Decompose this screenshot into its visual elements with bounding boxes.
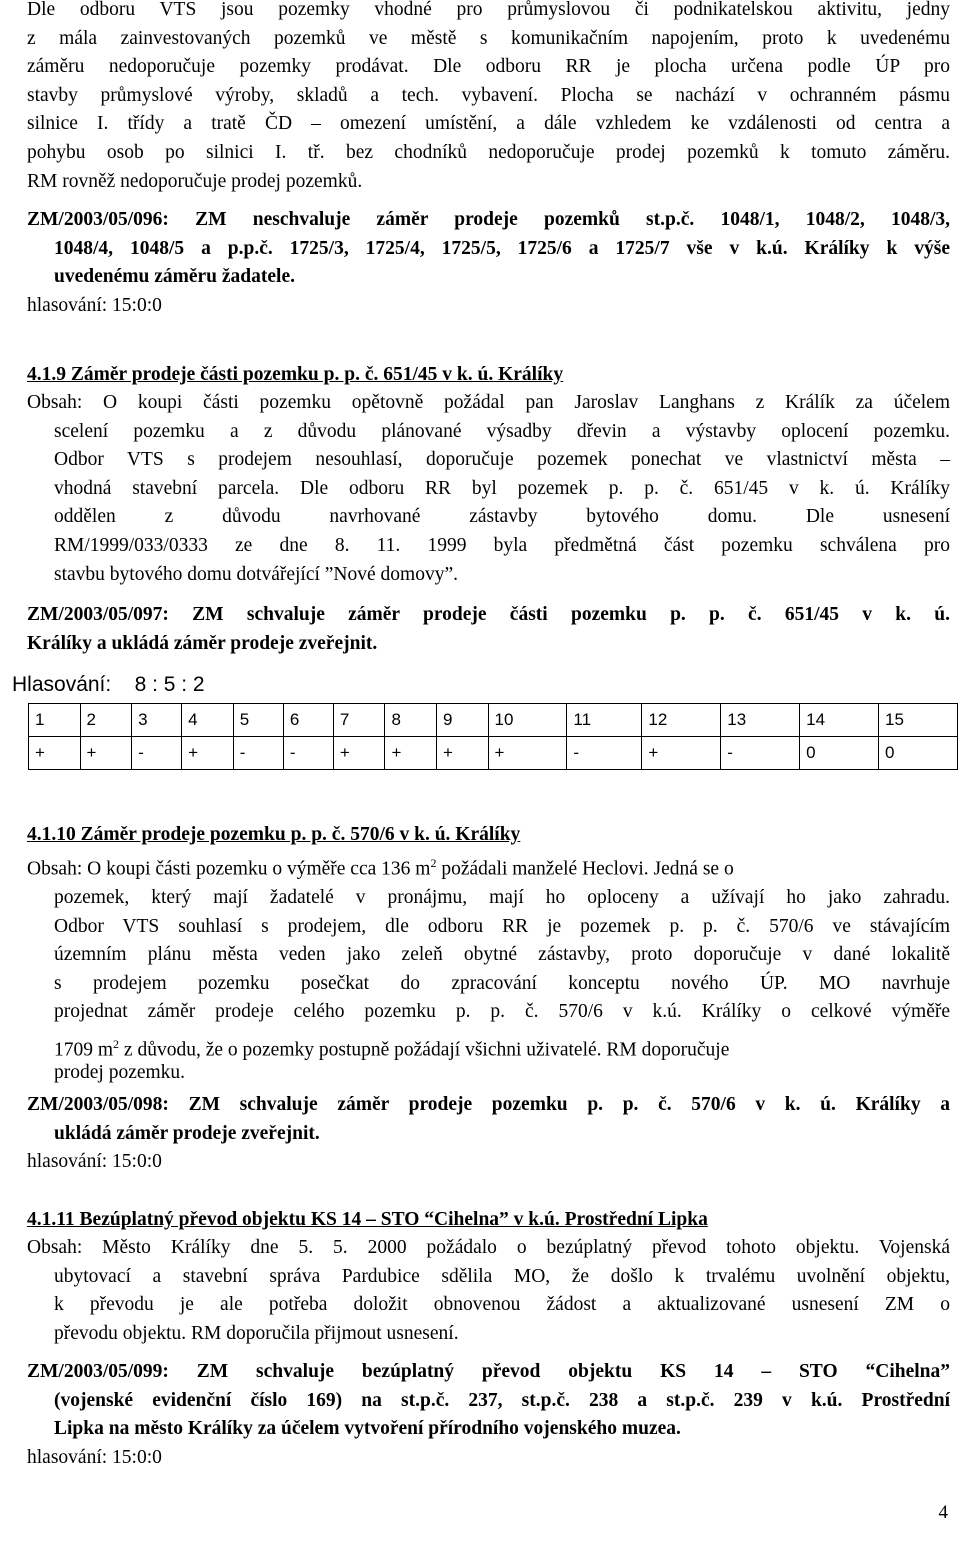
member-number: 5 — [233, 704, 283, 737]
member-number: 6 — [283, 704, 333, 737]
member-number: 7 — [333, 704, 385, 737]
member-vote: + — [436, 737, 488, 770]
resolution-099 — [27, 1358, 950, 1444]
text-line: Obsah: Město Králíky dne 5. 5. 2000 požádalo o bezúplatný převod tohoto objektu. Vojenská — [27, 1237, 950, 1258]
text-fragment: požádali manželé Heclovi. Jedná se o — [436, 858, 734, 880]
member-vote: + — [642, 737, 721, 770]
text-line: převodu objektu. RM doporučila přijmout usnesení. — [54, 1322, 459, 1344]
text-line: (vojenské evidenční číslo 169) na st.p.č. 237, st.p.č. 238 a st.p.č. 239 v k.ú. Prostřední — [54, 1389, 950, 1411]
resolution-098 — [27, 1091, 950, 1148]
text-line: projednat záměr prodeje celého pozemku p. p. č. 570/6 v k.ú. Králíky o celkové výměře — [54, 1001, 950, 1023]
text-line: s prodejem pozemku posečkat do zpracování konceptu nového ÚP. MO navrhuje — [54, 972, 950, 994]
text-line — [27, 849, 950, 884]
resolution-096 — [27, 206, 950, 292]
member-number: 4 — [182, 704, 234, 737]
text-line: pohybu osob po silnici I. tř. bez chodníků nedoporučuje prodej pozemků k tomuto záměru. — [27, 141, 950, 163]
text-line: silnice I. třídy a tratě ČD – omezení umístění, a dále vzhledem ke vzdálenosti od centra a — [27, 113, 950, 135]
member-number: 8 — [385, 704, 437, 737]
text-fragment: 1709 m — [54, 1039, 114, 1061]
member-number: 11 — [567, 704, 642, 737]
member-vote: + — [29, 737, 81, 770]
member-vote: - — [233, 737, 283, 770]
member-number: 9 — [436, 704, 488, 737]
text-line — [27, 1027, 950, 1059]
text-line: Obsah: O koupi části pozemku opětovně požádal pan Jaroslav Langhans z Králík za účelem — [27, 392, 950, 413]
vote-098: hlasování: 15:0:0 — [27, 1151, 162, 1172]
section-heading-4-1-9: 4.1.9 Záměr prodeje části pozemku p. p. č. 651/45 v k. ú. Králíky — [27, 364, 564, 385]
member-number: 3 — [132, 704, 182, 737]
text-line: ZM/2003/05/096: ZM neschvaluje záměr prodeje pozemků st.p.č. 1048/1, 1048/2, 1048/3, — [27, 209, 950, 230]
superscript: 2 — [430, 856, 437, 870]
section-heading-4-1-11: 4.1.11 Bezúplatný převod objektu KS 14 – STO “Cihelna” v k.ú. Prostřední Lipka — [27, 1209, 708, 1230]
member-number: 13 — [721, 704, 800, 737]
text-line: Odbor VTS s prodejem nesouhlasí, doporučuje pozemek ponechat ve vlastnictví města – — [54, 449, 950, 471]
text-line: vhodná stavební parcela. Dle odboru RR byl pozemek p. p. č. 651/45 v k. ú. Králíky — [54, 477, 950, 499]
member-vote: + — [182, 737, 234, 770]
content-4-1-9 — [27, 389, 950, 589]
text-line: Lipka na město Králíky za účelem vytvoření přírodního vojenského muzea. — [54, 1418, 681, 1440]
member-vote: - — [721, 737, 800, 770]
page-number: 4 — [938, 1502, 948, 1523]
member-number: 12 — [642, 704, 721, 737]
member-vote: 0 — [800, 737, 879, 770]
text-line: pozemek, který mají žadatelé v pronájmu, mají ho oploceny a užívají ho jako zahradu. — [54, 887, 950, 909]
text-line: Odbor VTS souhlasí s prodejem, dle odboru RR je pozemek p. p. č. 570/6 ve stávajícím — [54, 915, 950, 937]
member-number: 10 — [488, 704, 567, 737]
text-fragment: Obsah: O koupi části pozemku o výměře cca 136 m — [27, 858, 431, 880]
content-4-1-11 — [27, 1234, 950, 1348]
member-vote: + — [385, 737, 437, 770]
vote-table-votes-row — [29, 737, 958, 770]
text-line: k převodu je ale potřeba doložit obnovenou žádost a aktualizované usnesení ZM o — [54, 1294, 950, 1316]
member-number: 1 — [29, 704, 81, 737]
text-line: Králíky a ukládá záměr prodeje zveřejnit. — [27, 632, 378, 654]
member-vote: - — [132, 737, 182, 770]
vote-099: hlasování: 15:0:0 — [27, 1447, 162, 1468]
member-number: 14 — [800, 704, 879, 737]
vote-summary-value: 8 : 5 : 2 — [134, 673, 205, 696]
text-line: územním plánu města veden jako zeleň obytné zástavby, proto doporučuje v dané lokalitě — [54, 944, 950, 966]
member-vote: 0 — [879, 737, 958, 770]
text-line: RM rovněž nedoporučuje prodej pozemků. — [27, 170, 363, 192]
text-line: RM/1999/033/0333 ze dne 8. 11. 1999 byla předmětná část pozemku schválena pro — [54, 534, 950, 556]
text-fragment: z důvodu, že o pozemky postupně požádají všichni uživatelé. RM doporučuje — [119, 1039, 730, 1061]
text-line: ukládá záměr prodeje zveřejnit. — [54, 1122, 320, 1144]
member-number: 2 — [80, 704, 132, 737]
member-number: 15 — [879, 704, 958, 737]
text-line: oddělen z důvodu navrhované zástavby bytového domu. Dle usnesení — [54, 506, 950, 528]
text-line: stavbu bytového domu dotvářející ”Nové domovy”. — [54, 563, 458, 585]
vote-summary — [12, 671, 205, 699]
vote-table-numbers-row — [29, 704, 958, 737]
text-line: stavby průmyslové výroby, skladů a tech. vybavení. Plocha se nachází v ochranném pásmu — [27, 84, 950, 106]
member-vote: + — [333, 737, 385, 770]
vote-table — [28, 703, 958, 770]
member-vote: - — [567, 737, 642, 770]
text-line: scelení pozemku a z důvodu plánované výsadby dřevin a výstavby oplocení pozemku. — [54, 420, 950, 442]
vote-summary-label: Hlasování: — [12, 673, 112, 696]
member-vote: + — [80, 737, 132, 770]
text-line: záměru nedoporučuje pozemky prodávat. Dle odboru RR je plocha určena podle ÚP pro — [27, 56, 950, 78]
superscript: 2 — [113, 1037, 120, 1052]
paragraph-vts-opinion — [27, 0, 950, 196]
content-4-1-10 — [27, 849, 950, 1088]
text-line: prodej pozemku. — [54, 1062, 186, 1084]
text-line: Dle odboru VTS jsou pozemky vhodné pro průmyslovou či podnikatelskou aktivitu, jedny — [27, 0, 950, 20]
text-line: z mála zainvestovaných pozemků ve městě s komunikačním napojením, proto k uvedenému — [27, 27, 950, 49]
text-line: ZM/2003/05/098: ZM schvaluje záměr prodeje pozemku p. p. č. 570/6 v k. ú. Králíky a — [27, 1094, 950, 1115]
text-line: ubytovací a stavební správa Pardubice sdělila MO, že došlo k trvalému uvolnění objektu, — [54, 1265, 950, 1287]
member-vote: - — [283, 737, 333, 770]
section-heading-4-1-10: 4.1.10 Záměr prodeje pozemku p. p. č. 570/6 v k. ú. Králíky — [27, 824, 521, 845]
text-line: 1048/4, 1048/5 a p.p.č. 1725/3, 1725/4, 1725/5, 1725/6 a 1725/7 vše v k.ú. Králíky k výše — [54, 237, 950, 259]
text-line: ZM/2003/05/099: ZM schvaluje bezúplatný převod objektu KS 14 – STO “Cihelna” — [27, 1361, 950, 1382]
vote-096: hlasování: 15:0:0 — [27, 295, 162, 316]
text-line: uvedenému záměru žadatele. — [54, 266, 295, 288]
text-line: ZM/2003/05/097: ZM schvaluje záměr prodeje části pozemku p. p. č. 651/45 v k. ú. — [27, 604, 950, 625]
resolution-097 — [27, 601, 950, 658]
member-vote: + — [488, 737, 567, 770]
